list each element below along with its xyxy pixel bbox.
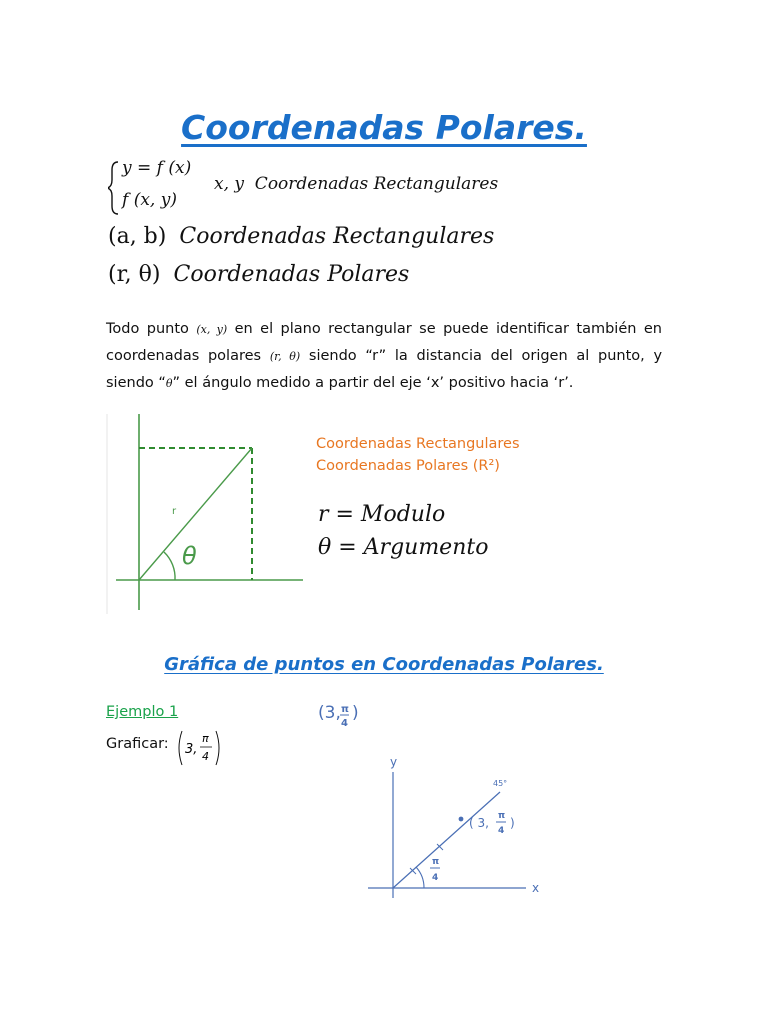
definition-label: Coordenadas Rectangulares xyxy=(179,224,495,249)
page-title: Coordenadas Polares. xyxy=(181,108,587,147)
point-denominator: 4 xyxy=(498,826,505,836)
angle-denominator: 4 xyxy=(432,873,439,883)
function-side-label: x, y Coordenadas Rectangulares xyxy=(214,174,499,194)
definition-label: Coordenadas Polares xyxy=(173,262,410,287)
diagram-point-header xyxy=(318,700,378,734)
example-label: Ejemplo 1 xyxy=(106,704,179,720)
angle-arc xyxy=(416,867,424,888)
x-axis-label: x xyxy=(532,881,540,895)
angle-arc xyxy=(164,552,175,580)
paragraph-text: ” el ángulo medido a partir del eje ‘x’ positivo hacia ‘r’. xyxy=(172,375,574,391)
example-diagram xyxy=(360,752,560,902)
modulo-formula: r = Modulo xyxy=(318,502,446,527)
y-axis-label: y xyxy=(390,755,398,769)
header-numerator: π xyxy=(341,704,349,715)
point-open: ( 3, xyxy=(469,816,489,830)
legend xyxy=(316,433,520,477)
legend-polar: Coordenadas Polares (R²) xyxy=(316,458,500,474)
example-point xyxy=(174,728,234,768)
point-numerator: π xyxy=(202,732,209,745)
definition-rectangular xyxy=(108,224,494,249)
inline-math-theta: θ xyxy=(165,377,173,390)
section-title: Gráfica de puntos en Coordenadas Polares. xyxy=(164,654,604,675)
r-label: r xyxy=(172,506,177,517)
point-r: 3, xyxy=(185,742,198,757)
point-numerator: π xyxy=(498,811,506,821)
function-line-1: y = f (x) xyxy=(122,158,192,178)
header-close: ) xyxy=(352,703,359,723)
paragraph-text: en el plano rectangular se puede identificar también en coordenadas polares xyxy=(106,321,662,364)
definition-polar xyxy=(108,262,409,287)
inline-math-rtheta: (r, θ) xyxy=(269,350,301,363)
intro-paragraph xyxy=(106,316,662,397)
formulas xyxy=(318,498,488,564)
definition-pair: (r, θ) xyxy=(108,262,161,287)
plotted-point xyxy=(459,817,464,822)
point-close: ) xyxy=(510,816,515,830)
ray-45 xyxy=(393,792,500,888)
definition-pair: (a, b) xyxy=(108,224,167,249)
header-denominator: 4 xyxy=(341,718,348,729)
function-line-2: f (x, y) xyxy=(122,190,177,210)
legend-rectangular: Coordenadas Rectangulares xyxy=(316,436,520,452)
theta-label: θ xyxy=(182,542,197,570)
argumento-formula: θ = Argumento xyxy=(318,535,489,560)
angle-numerator: π xyxy=(432,857,440,867)
paragraph-text: Todo punto xyxy=(106,321,189,337)
function-block xyxy=(108,158,528,218)
paragraph-text: siendo “r” la distancia del origen al punto, y siendo “ xyxy=(106,348,663,391)
point-denominator: 4 xyxy=(202,750,209,763)
graficar-label: Graficar: xyxy=(106,736,169,752)
angle-mark-label: 45° xyxy=(493,779,508,788)
polar-diagram xyxy=(100,410,310,620)
inline-math-xy: (x, y) xyxy=(196,323,228,336)
header-r: (3, xyxy=(318,703,341,723)
